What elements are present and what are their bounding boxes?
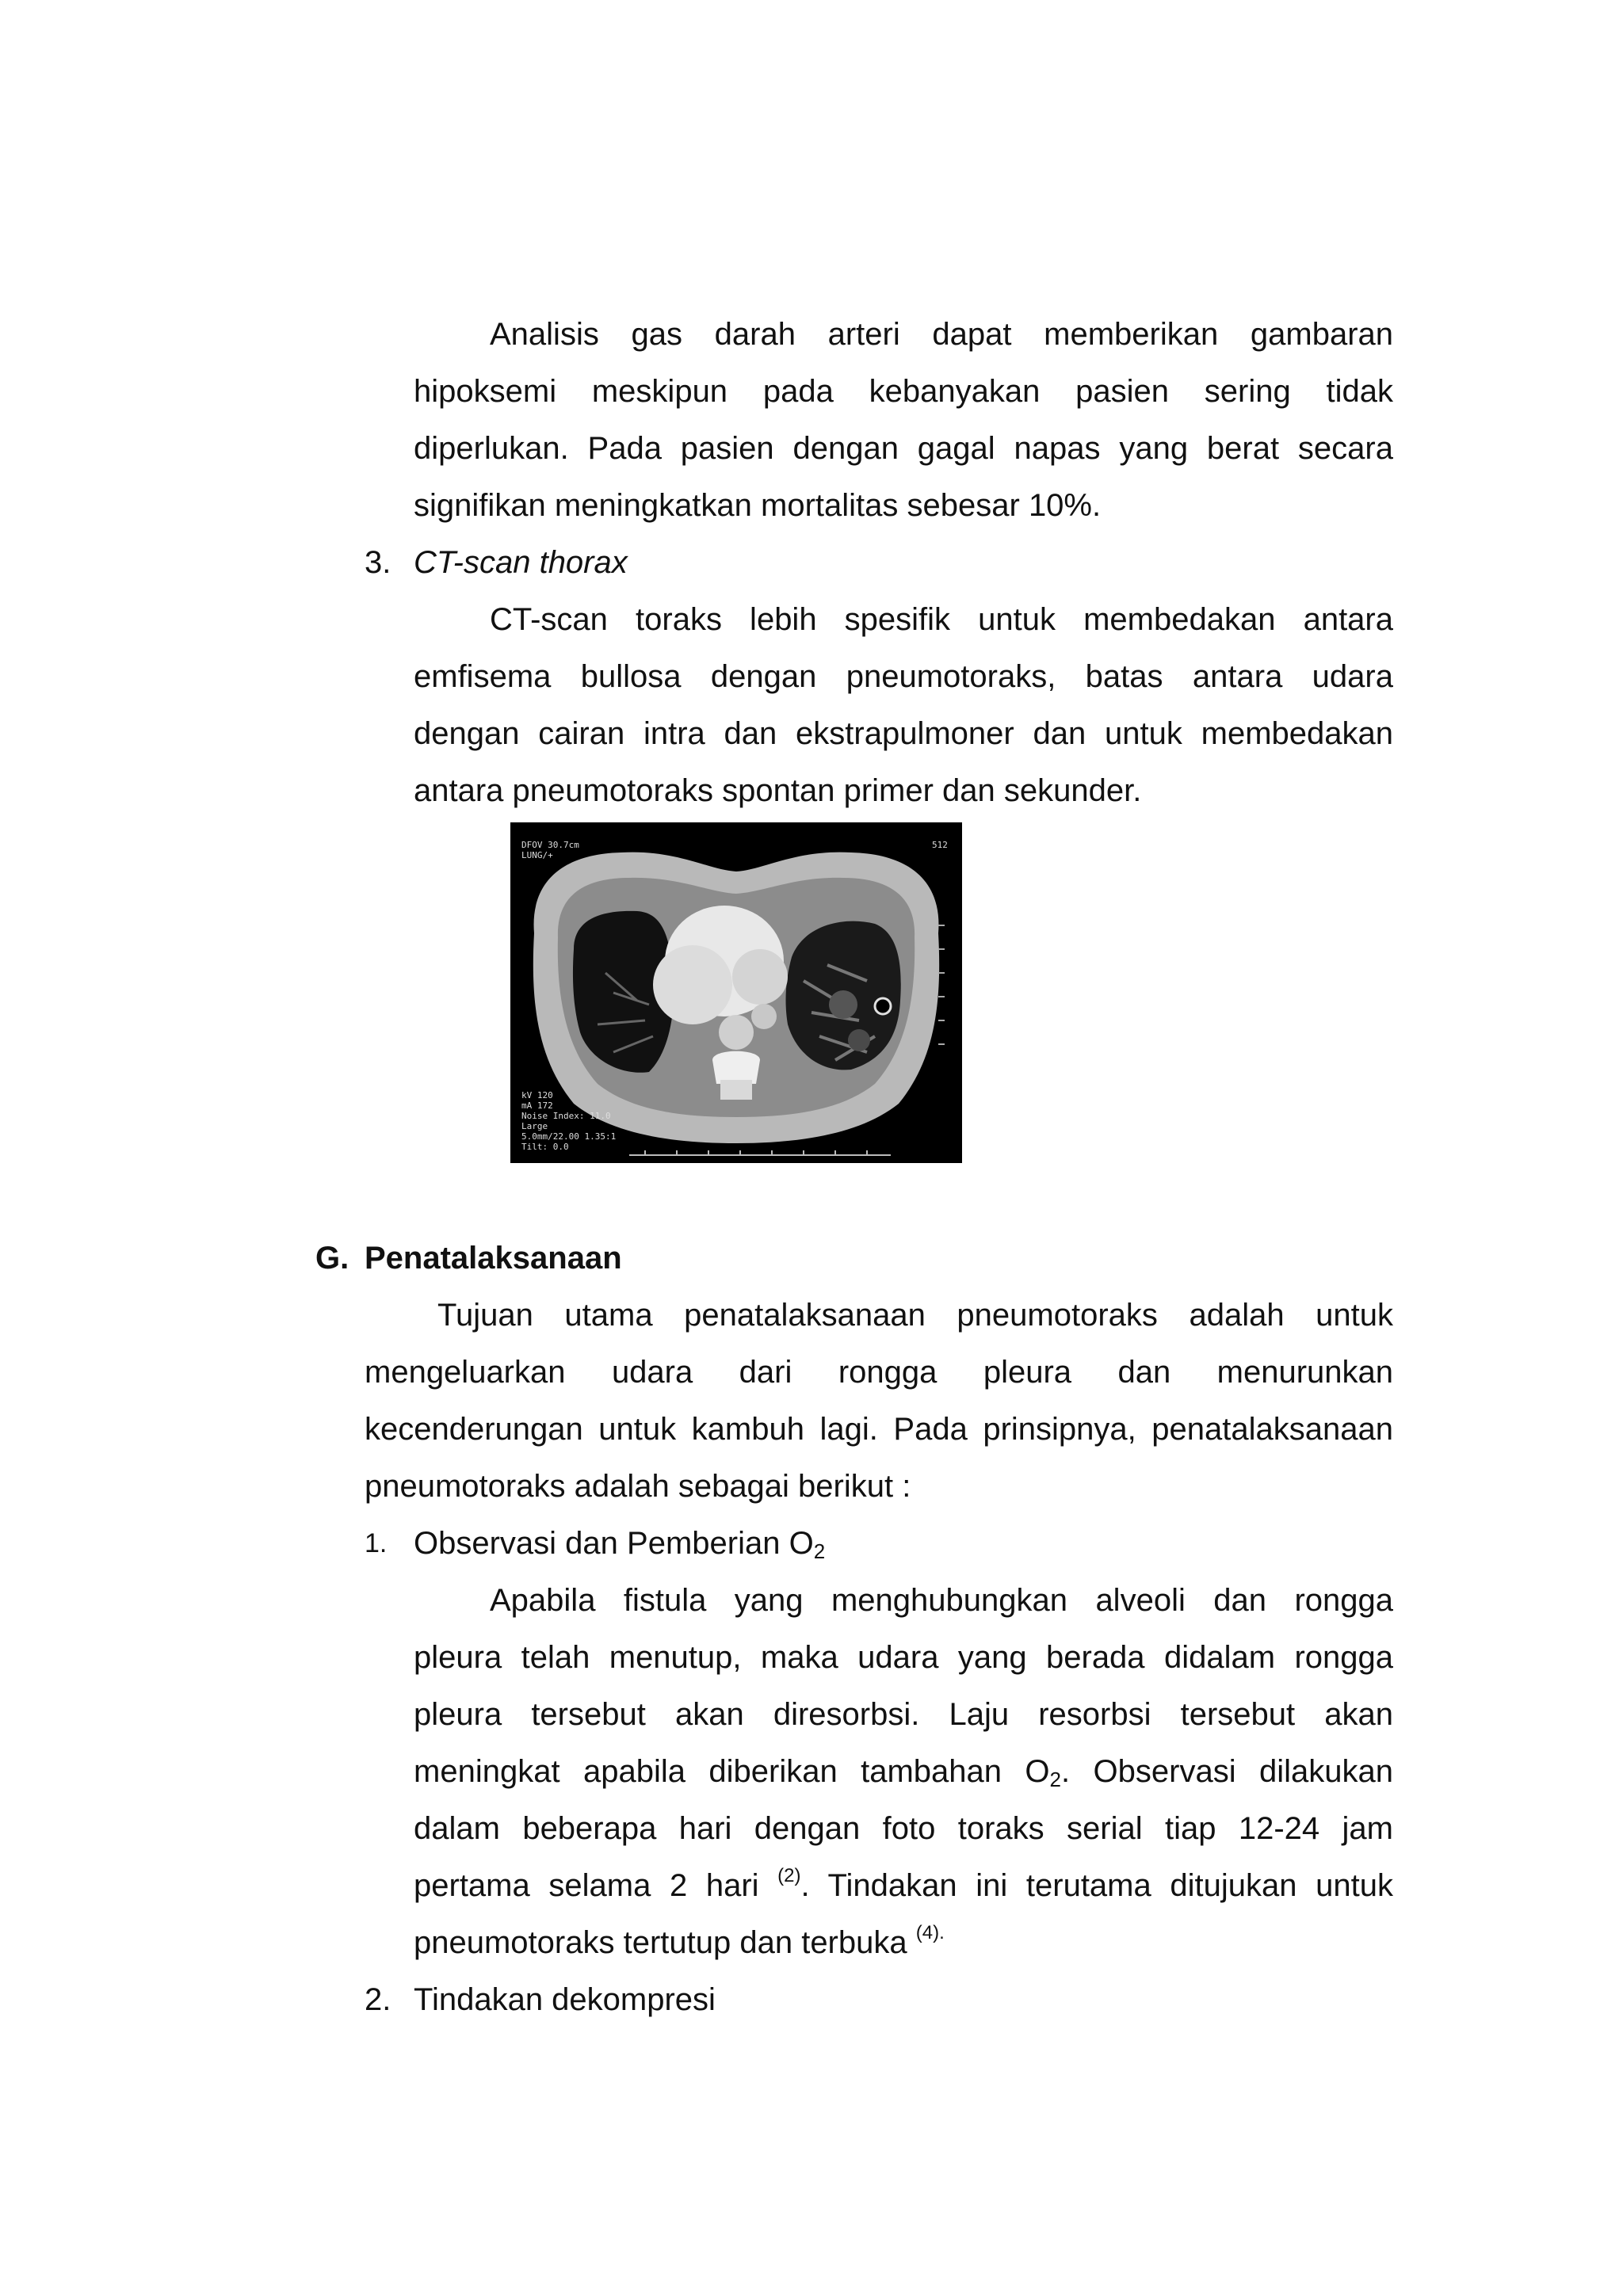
- text-line: dengan cairan intra dan ekstrapulmoner dan untuk membedakan: [414, 716, 1393, 751]
- text-line: [414, 1743, 1393, 1800]
- text-line: pleura tersebut akan diresorbsi. Laju resorbsi tersebut akan: [414, 1697, 1393, 1732]
- ct-overlay-text: LUNG/+: [521, 850, 553, 860]
- text-line: [414, 1857, 1393, 1914]
- paragraph-analisis-gas-darah: [414, 306, 1393, 534]
- ct-overlay-text: DFOV 30.7cm: [521, 840, 579, 850]
- text-line: signifikan meningkatkan mortalitas sebesar 10%.: [414, 488, 1102, 523]
- paragraph-tujuan: [365, 1287, 1393, 1515]
- text-line: pleura telah menutup, maka udara yang berada didalam rongga: [414, 1640, 1393, 1675]
- ct-overlay-text: Tilt: 0.0: [521, 1142, 569, 1152]
- ct-overlay-text: 5.0mm/22.00 1.35:1: [521, 1131, 617, 1142]
- text-fragment: . Tindakan ini terutama ditujukan untuk: [800, 1868, 1393, 1903]
- text-line: [414, 1914, 1393, 1971]
- text-line: mengeluarkan udara dari rongga pleura dan menurunkan: [365, 1355, 1393, 1390]
- ct-overlay-text: Noise Index: 11.0: [521, 1111, 611, 1121]
- ct-scan-image: [510, 822, 962, 1163]
- text-line: hipoksemi meskipun pada kebanyakan pasien sering tidak: [414, 374, 1393, 409]
- text-line: Apabila fistula yang menghubungkan alveoli dan rongga: [490, 1583, 1393, 1618]
- text-line: diperlukan. Pada pasien dengan gagal napas yang berat secara: [414, 431, 1393, 466]
- text-line: CT-scan toraks lebih spesifik untuk membedakan antara: [490, 602, 1393, 637]
- citation-superscript: (4).: [915, 1922, 945, 1943]
- text-fragment: meningkat apabila diberikan tambahan O: [414, 1754, 1050, 1789]
- text-fragment: pertama selama 2 hari: [414, 1868, 778, 1903]
- list-number: 3.: [365, 545, 391, 580]
- text-line: emfisema bullosa dengan pneumotoraks, batas antara udara: [414, 659, 1393, 694]
- subscript: 2: [813, 1539, 826, 1563]
- list-item-title-text: Observasi dan Pemberian O: [414, 1526, 814, 1561]
- text-line: antara pneumotoraks spontan primer dan sekunder.: [414, 773, 1142, 808]
- text-line: Analisis gas darah arteri dapat memberikan gambaran: [490, 317, 1393, 352]
- section-title: Penatalaksanaan: [365, 1241, 622, 1276]
- list-number: 1.: [365, 1528, 388, 1558]
- text-fragment: pneumotoraks tertutup dan terbuka: [414, 1925, 916, 1960]
- text-line: Tujuan utama penatalaksanaan pneumotoraks adalah untuk: [437, 1298, 1393, 1333]
- paragraph-ct-scan: [414, 591, 1393, 819]
- list-item-title: CT-scan thorax: [414, 545, 628, 580]
- paragraph-observasi: [414, 1572, 1393, 1971]
- ct-overlay-text: kV 120: [521, 1090, 553, 1100]
- list-item-title: [414, 1515, 825, 1572]
- ct-overlay-text: 512: [932, 840, 948, 850]
- ct-overlay-text: mA 172: [521, 1100, 553, 1111]
- citation-superscript: (2): [777, 1865, 801, 1886]
- text-line: kecenderungan untuk kambuh lagi. Pada prinsipnya, penatalaksanaan: [365, 1412, 1393, 1447]
- text-fragment: . Observasi dilakukan: [1061, 1754, 1394, 1789]
- list-item-title: Tindakan dekompresi: [414, 1982, 716, 2017]
- text-line: pneumotoraks adalah sebagai berikut :: [365, 1469, 911, 1504]
- ct-overlay-text: Large: [521, 1121, 548, 1131]
- list-number: 2.: [365, 1982, 391, 2017]
- subscript: 2: [1049, 1768, 1062, 1791]
- text-line: dalam beberapa hari dengan foto toraks serial tiap 12-24 jam: [414, 1811, 1393, 1846]
- section-letter: G.: [315, 1241, 349, 1276]
